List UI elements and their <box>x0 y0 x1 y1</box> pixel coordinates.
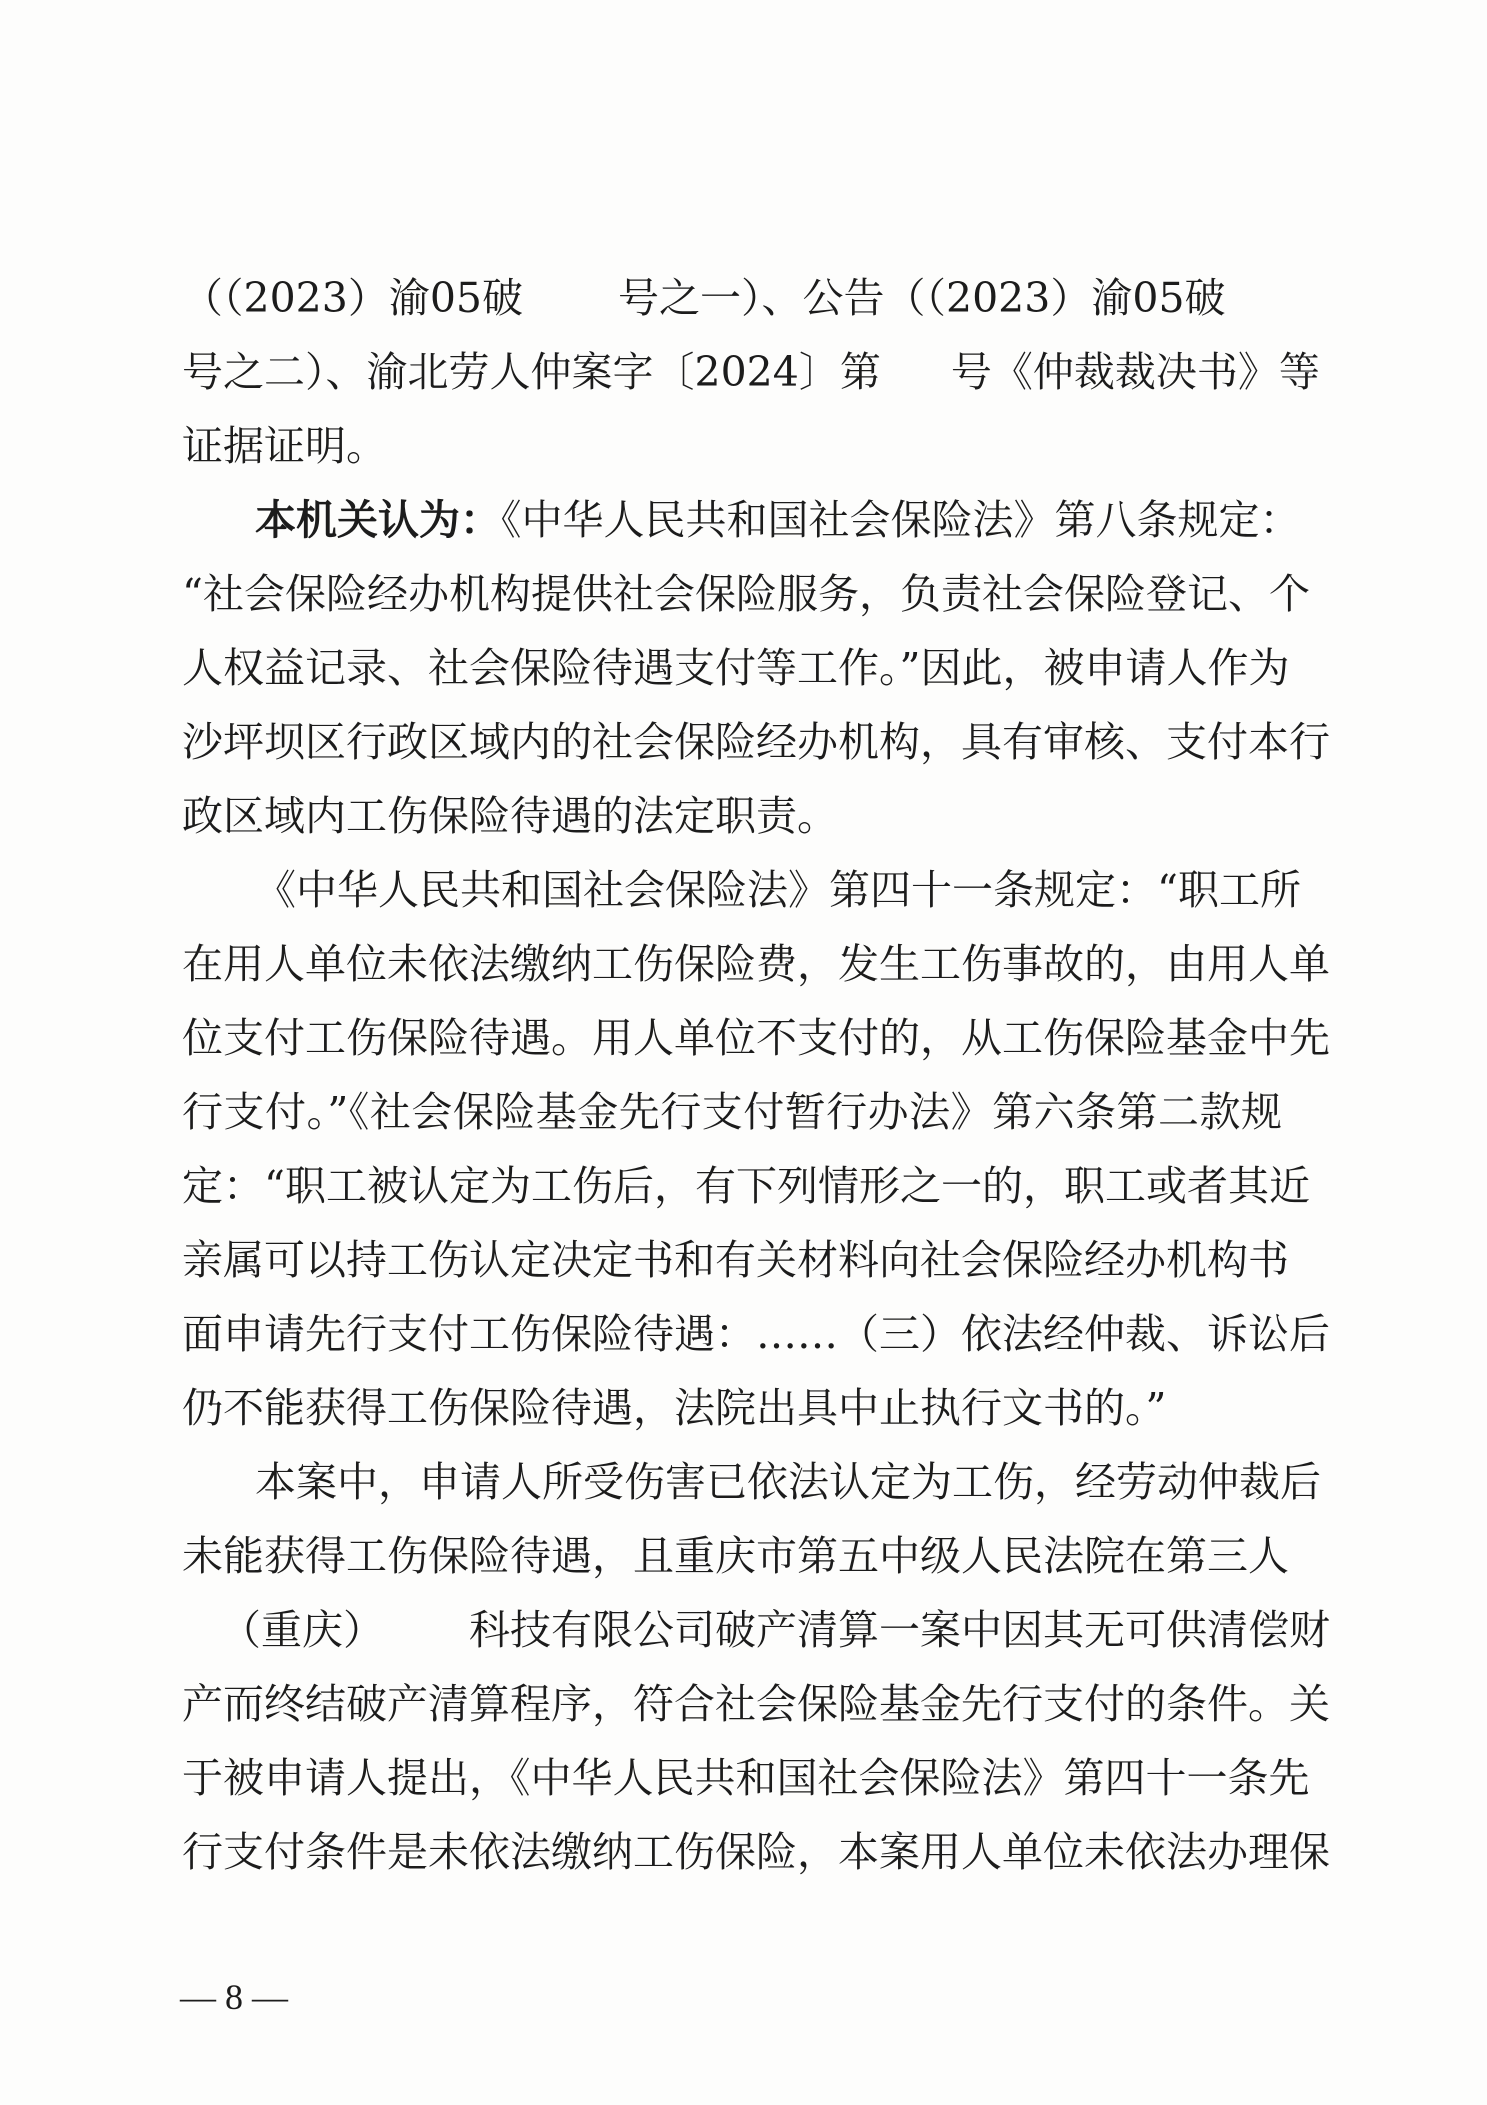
page-number: — 8 — <box>180 1977 288 2017</box>
text-line-10: 在用人单位未依法缴纳工伤保险费，发生工伤事故的，由用人单 <box>182 940 1330 988</box>
text-line-19: （重庆） 科技有限公司破产清算一案中因其无可供清偿财 <box>220 1606 1330 1654</box>
text-line-4: 本机关认为：《中华人民共和国社会保险法》第八条规定： <box>255 496 1301 544</box>
text-line-8: 政区域内工伤保险待遇的法定职责。 <box>182 792 838 840</box>
text-line-2: 号之二）、渝北劳人仲案字〔2024〕第 号《仲裁裁决书》等 <box>182 348 1320 396</box>
text-line-22: 行支付条件是未依法缴纳工伤保险，本案用人单位未依法办理保 <box>182 1828 1330 1876</box>
text-line-3: 证据证明。 <box>182 422 387 470</box>
conclusion-label: 本机关认为： <box>255 496 501 544</box>
text-line-16: 仍不能获得工伤保险待遇，法院出具中止执行文书的。” <box>182 1384 1167 1432</box>
text-line-5: “社会保险经办机构提供社会保险服务，负责社会保险登记、个 <box>182 570 1310 618</box>
text-line-17: 本案中，申请人所受伤害已依法认定为工伤，经劳动仲裁后 <box>255 1458 1321 1506</box>
text-line-14: 亲属可以持工伤认定决定书和有关材料向社会保险经办机构书 <box>182 1236 1289 1284</box>
text-line-13: 定：“职工被认定为工伤后，有下列情形之一的，职工或者其近 <box>182 1162 1310 1210</box>
text-line-6: 人权益记录、社会保险待遇支付等工作。”因此，被申请人作为 <box>182 644 1290 692</box>
text-line-20: 产而终结破产清算程序，符合社会保险基金先行支付的条件。关 <box>182 1680 1330 1728</box>
text-line-9: 《中华人民共和国社会保险法》第四十一条规定：“职工所 <box>255 866 1301 914</box>
text-line-12: 行支付。”《社会保险基金先行支付暂行办法》第六条第二款规 <box>182 1088 1282 1136</box>
text-line-18: 未能获得工伤保险待遇，且重庆市第五中级人民法院在第三人 <box>182 1532 1289 1580</box>
text-line-15: 面申请先行支付工伤保险待遇：……（三）依法经仲裁、诉讼后 <box>182 1310 1330 1358</box>
text-line-1: （（2023）渝05破 号之一）、公告（（2023）渝05破 <box>182 274 1226 322</box>
text-line-7: 沙坪坝区行政区域内的社会保险经办机构，具有审核、支付本行 <box>182 718 1330 766</box>
text-line-11: 位支付工伤保险待遇。用人单位不支付的，从工伤保险基金中先 <box>182 1014 1330 1062</box>
text-line-21: 于被申请人提出，《中华人民共和国社会保险法》第四十一条先 <box>182 1754 1310 1802</box>
